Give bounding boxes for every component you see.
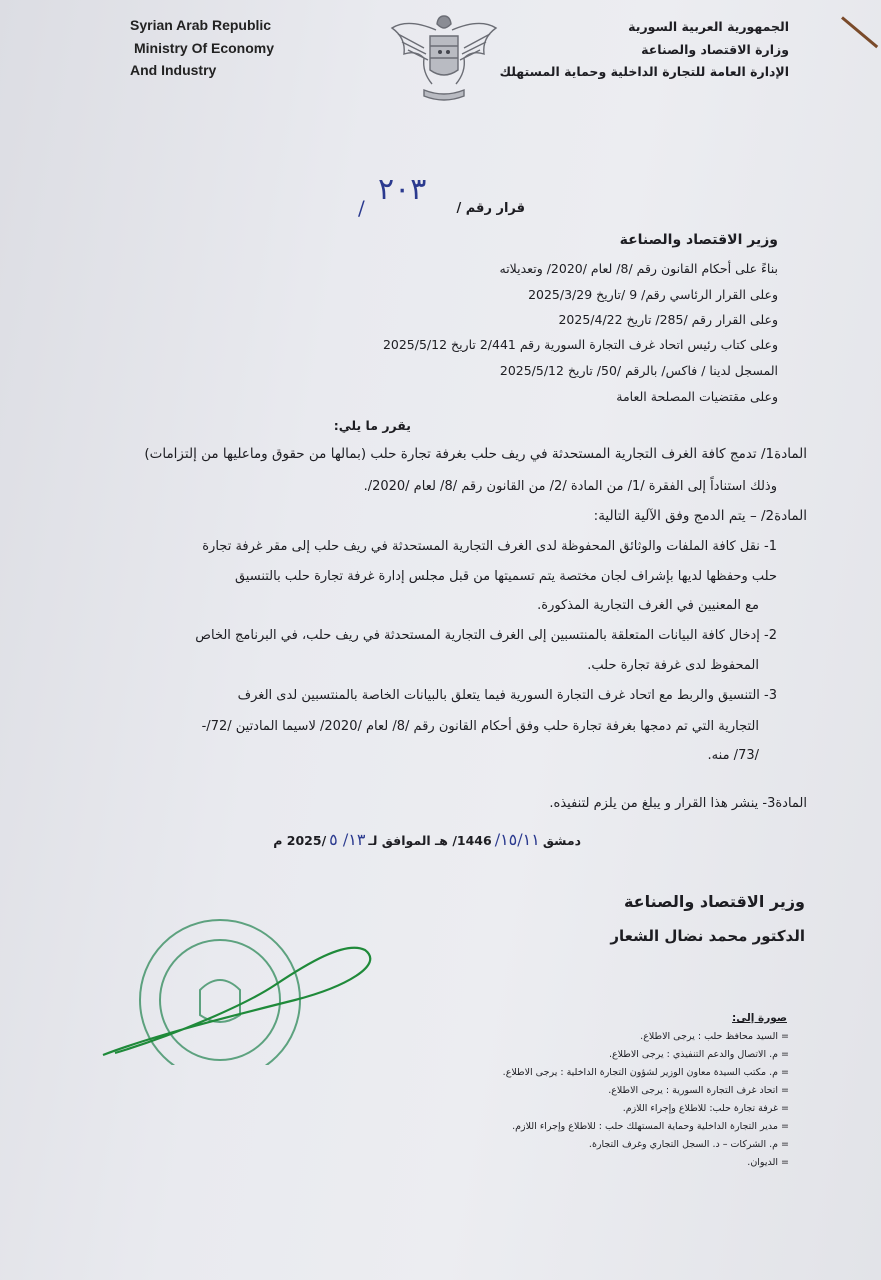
preamble-line: وعلى القرار الرئاسي رقم/ 9 /تاريخ 2025/3/29 [528,287,778,302]
item-3-line-3: /73/ منه. [707,748,759,763]
item-1-line-3: مع المعنيين في الغرف التجارية المذكورة. [537,598,759,613]
copies-item: = م. مكتب السيدة معاون الوزير لشؤون التجارة الداخلية : يرجى الاطلاع. [502,1067,789,1078]
header-english-line-2: Ministry Of Economy [134,40,275,56]
date-gregorian-year: /2025 م [273,833,327,848]
copies-title: صورة إلى: [732,1012,787,1024]
article-2-heading: المادة2/ – يتم الدمج وفق الآلية التالية: [593,508,807,524]
paper-clip-icon [841,16,878,48]
copies-item: = السيد محافظ حلب : يرجى الاطلاع. [640,1031,789,1042]
ministry-stamp-and-signature [95,905,395,1065]
header-arabic-line-1: الجمهورية العربية السورية [628,19,789,34]
copies-item: = مدير التجارة الداخلية وحماية المستهلك حلب : للاطلاع وإجراء اللازم. [512,1121,789,1132]
item-1-line-2: حلب وحفظها لديها بإشراف لجان مختصة يتم تسميتها من قبل مجلس إدارة غرفة تجارة حلب بالتنسيق [234,569,777,584]
decision-number-handwritten: ٢٠٣ [378,172,427,207]
decides-heading: يقرر ما يلي: [333,418,411,433]
preamble-line: وعلى القرار رقم /285/ تاريخ 2025/4/22 [558,312,778,327]
date-hijri-year: 1446/ هـ الموافق لـ [368,833,492,848]
decision-slash: / [358,196,365,220]
item-1-line-1: 1- نقل كافة الملفات والوثائق المحفوظة لدى الغرف التجارية المستحدثة في ريف حلب إلى مقر غرفة تجارة [202,539,777,554]
preamble-line: بناءً على أحكام القانون رقم /8/ لعام /2020/ وتعديلاته [499,261,778,276]
date-city: دمشق [542,833,581,848]
article-1-line-2: وذلك استناداً إلى الفقرة /1/ من المادة /2/ من القانون رقم /8/ لعام /2020/. [363,479,777,494]
header-english-line-3: And Industry [130,62,217,78]
date-hijri-handwritten: ١٥/١١/ [494,830,540,849]
decision-label: قرار رقم / [456,201,525,216]
item-3-line-1: 3- التنسيق والربط مع اتحاد غرف التجارة السورية فيما يتعلق بالبيانات الخاصة بالمنتسبين لدى الغرف [237,688,777,703]
preamble-line: المسجل لدينا / فاكس/ بالرقم /50/ تاريخ 2025/5/12 [499,363,778,378]
signature-title: وزير الاقتصاد والصناعة [623,892,805,911]
article-1-line-1: المادة1/ تدمج كافة الغرف التجارية المستحدثة في ريف حلب بغرفة تجارة حلب (بمالها من حقوق وماعليها من إلتزامات) [144,446,807,462]
date-line [273,830,581,849]
preamble-title: وزير الاقتصاد والصناعة [619,232,778,248]
copies-item: = اتحاد غرف التجارة السورية : يرجى الاطلاع. [608,1085,789,1096]
article-3: المادة3- ينشر هذا القرار و يبلغ من يلزم لتنفيذه. [549,796,807,811]
item-2-line-2: المحفوظ لدى غرفة تجارة حلب. [587,658,759,673]
header-arabic-line-2: وزارة الاقتصاد والصناعة [641,42,789,57]
copies-item: = م. الاتصال والدعم التنفيذي : يرجى الاطلاع. [608,1049,789,1060]
item-3-line-2: التجارية التي تم دمجها بغرفة تجارة حلب وفق أحكام القانون رقم /8/ لعام /2020/ لاسيما المادتين /72/- [201,719,759,734]
preamble-line: وعلى مقتضيات المصلحة العامة [616,389,778,404]
signature-name: الدكتور محمد نضال الشعار [610,927,805,945]
item-2-line-1: 2- إدخال كافة البيانات المتعلقة بالمنتسبين إلى الغرف التجارية المستحدثة في ريف حلب، في البرنامج الخاص [195,628,777,643]
header-arabic-line-3: الإدارة العامة للتجارة الداخلية وحماية المستهلك [499,64,789,79]
copies-item: = غرفة تجارة حلب: للاطلاع وإجراء اللازم. [622,1103,789,1114]
header-english-line-1: Syrian Arab Republic [130,17,272,33]
copies-item: = م. الشركات – د. السجل التجاري وغرف التجارة. [588,1139,789,1150]
eagle-emblem-icon [388,8,500,102]
preamble-line: وعلى كتاب رئيس اتحاد غرف التجارة السورية رقم 2/441 تاريخ 2025/5/12 [382,337,778,352]
copies-item: = الديوان. [747,1157,789,1168]
date-gregorian-handwritten: ١٣/ ٥ [329,830,366,849]
